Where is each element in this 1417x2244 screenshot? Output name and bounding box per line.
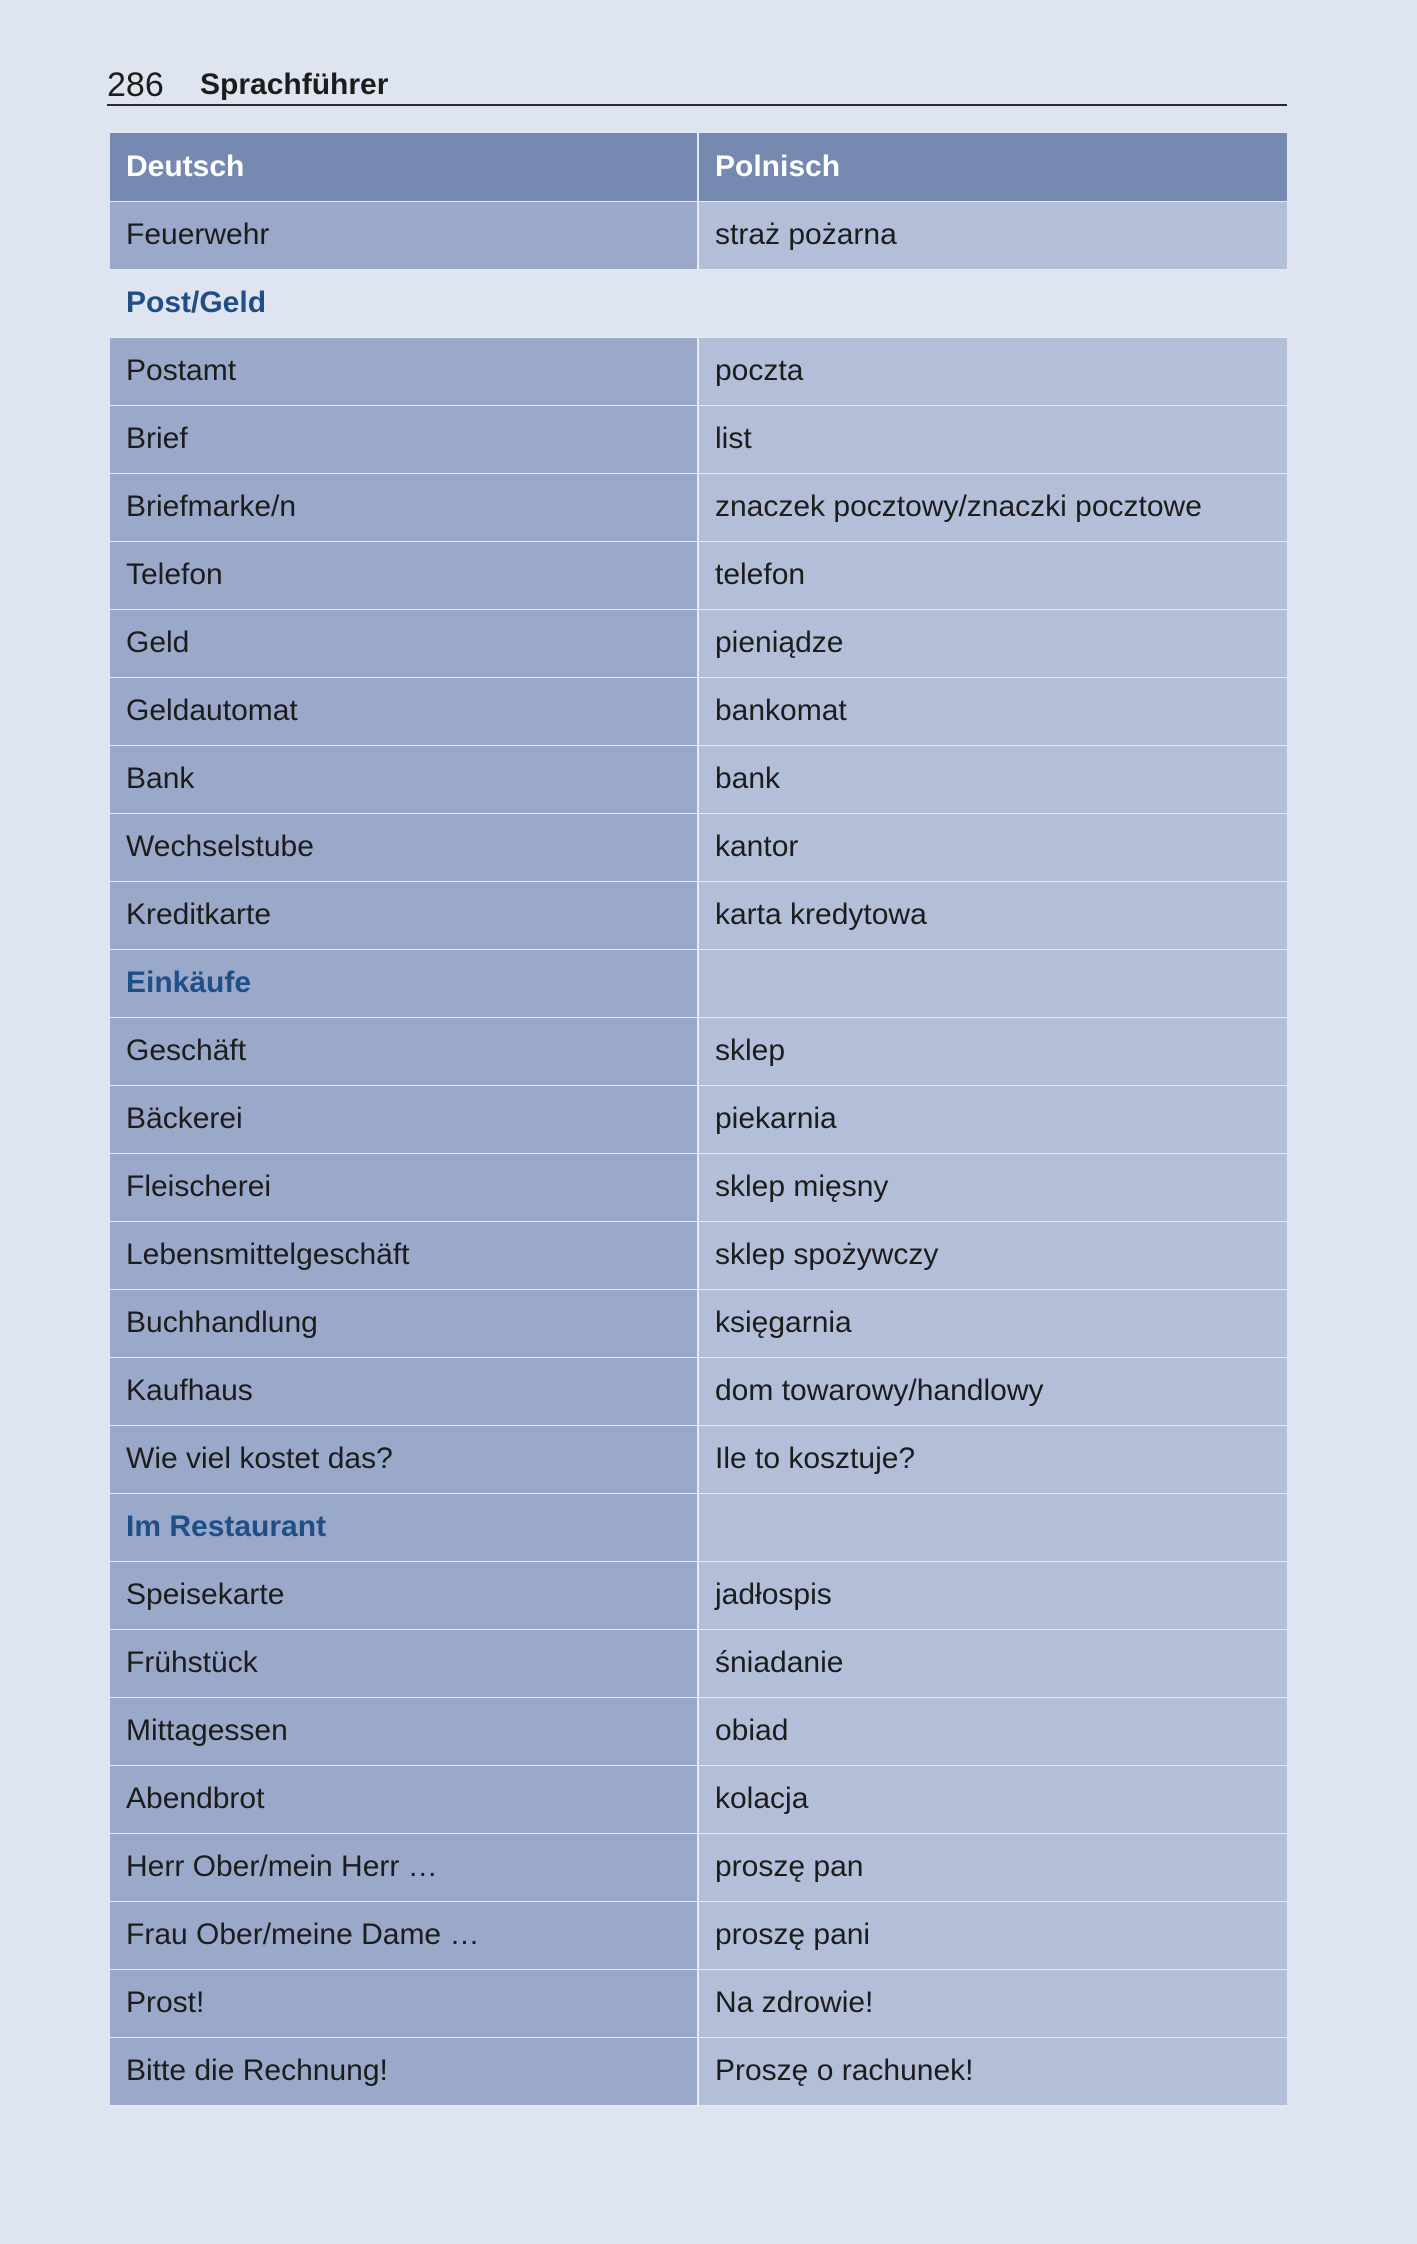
cell-polnisch: znaczek pocztowy/znaczki pocztowe xyxy=(698,473,1287,541)
cell-deutsch: Postamt xyxy=(110,337,698,405)
section-heading-empty-cell xyxy=(698,269,1287,337)
table-row xyxy=(110,1289,1287,1357)
cell-polnisch: piekarnia xyxy=(698,1085,1287,1153)
section-heading: Einkäufe xyxy=(110,949,698,1017)
cell-deutsch: Telefon xyxy=(110,541,698,609)
table-row xyxy=(110,1153,1287,1221)
cell-polnisch: sklep xyxy=(698,1017,1287,1085)
cell-polnisch: kantor xyxy=(698,813,1287,881)
cell-deutsch: Herr Ober/mein Herr … xyxy=(110,1833,698,1901)
table-row xyxy=(110,1221,1287,1289)
table-row xyxy=(110,541,1287,609)
cell-polnisch: sklep mięsny xyxy=(698,1153,1287,1221)
cell-polnisch: proszę pani xyxy=(698,1901,1287,1969)
cell-deutsch: Feuerwehr xyxy=(110,201,698,269)
table-row xyxy=(110,1357,1287,1425)
table-row xyxy=(110,1969,1287,2037)
cell-deutsch: Prost! xyxy=(110,1969,698,2037)
page-header xyxy=(107,64,1287,106)
table-row xyxy=(110,609,1287,677)
cell-deutsch: Abendbrot xyxy=(110,1765,698,1833)
cell-polnisch: bankomat xyxy=(698,677,1287,745)
cell-deutsch: Briefmarke/n xyxy=(110,473,698,541)
table-row xyxy=(110,1425,1287,1493)
cell-polnisch: śniadanie xyxy=(698,1629,1287,1697)
cell-deutsch: Kreditkarte xyxy=(110,881,698,949)
cell-deutsch: Bank xyxy=(110,745,698,813)
cell-polnisch: dom towarowy/handlowy xyxy=(698,1357,1287,1425)
table-row xyxy=(110,473,1287,541)
cell-deutsch: Kaufhaus xyxy=(110,1357,698,1425)
table-row xyxy=(110,1833,1287,1901)
cell-polnisch: Ile to kosztuje? xyxy=(698,1425,1287,1493)
table-row xyxy=(110,1629,1287,1697)
vocabulary-table xyxy=(110,133,1287,2106)
cell-polnisch: pieniądze xyxy=(698,609,1287,677)
cell-polnisch: księgarnia xyxy=(698,1289,1287,1357)
section-heading-empty-cell xyxy=(698,1493,1287,1561)
page-section-title: Sprachführer xyxy=(200,68,389,101)
cell-polnisch: bank xyxy=(698,745,1287,813)
cell-deutsch: Geld xyxy=(110,609,698,677)
table-row xyxy=(110,337,1287,405)
table-row xyxy=(110,1561,1287,1629)
section-heading-row xyxy=(110,1493,1287,1561)
cell-polnisch: list xyxy=(698,405,1287,473)
table-body xyxy=(110,201,1287,2105)
table-header-row xyxy=(110,133,1287,201)
cell-polnisch: sklep spożywczy xyxy=(698,1221,1287,1289)
cell-polnisch: proszę pan xyxy=(698,1833,1287,1901)
cell-polnisch: kolacja xyxy=(698,1765,1287,1833)
cell-polnisch: straż pożarna xyxy=(698,201,1287,269)
table-row xyxy=(110,1765,1287,1833)
section-heading: Im Restaurant xyxy=(110,1493,698,1561)
cell-deutsch: Brief xyxy=(110,405,698,473)
cell-deutsch: Speisekarte xyxy=(110,1561,698,1629)
cell-deutsch: Wechselstube xyxy=(110,813,698,881)
table-row xyxy=(110,405,1287,473)
cell-deutsch: Mittagessen xyxy=(110,1697,698,1765)
table-row xyxy=(110,677,1287,745)
cell-polnisch: jadłospis xyxy=(698,1561,1287,1629)
cell-deutsch: Geschäft xyxy=(110,1017,698,1085)
cell-polnisch: Na zdrowie! xyxy=(698,1969,1287,2037)
section-heading-empty-cell xyxy=(698,949,1287,1017)
cell-deutsch: Frau Ober/meine Dame … xyxy=(110,1901,698,1969)
table-row xyxy=(110,2037,1287,2105)
table-row xyxy=(110,1017,1287,1085)
cell-polnisch: poczta xyxy=(698,337,1287,405)
column-header-deutsch: Deutsch xyxy=(110,133,698,201)
cell-polnisch: Proszę o rachunek! xyxy=(698,2037,1287,2105)
section-heading: Post/Geld xyxy=(110,269,698,337)
cell-deutsch: Geldautomat xyxy=(110,677,698,745)
column-header-polnisch: Polnisch xyxy=(698,133,1287,201)
table-header xyxy=(110,133,1287,201)
cell-polnisch: telefon xyxy=(698,541,1287,609)
cell-deutsch: Lebensmittelgeschäft xyxy=(110,1221,698,1289)
table-row xyxy=(110,881,1287,949)
cell-polnisch: karta kredytowa xyxy=(698,881,1287,949)
cell-deutsch: Bäckerei xyxy=(110,1085,698,1153)
table-row xyxy=(110,813,1287,881)
cell-deutsch: Buchhandlung xyxy=(110,1289,698,1357)
cell-polnisch: obiad xyxy=(698,1697,1287,1765)
cell-deutsch: Frühstück xyxy=(110,1629,698,1697)
table-row xyxy=(110,745,1287,813)
table-row xyxy=(110,1697,1287,1765)
cell-deutsch: Fleischerei xyxy=(110,1153,698,1221)
table-row xyxy=(110,201,1287,269)
page-number: 286 xyxy=(107,66,164,104)
table-row xyxy=(110,1901,1287,1969)
section-heading-row xyxy=(110,269,1287,337)
cell-deutsch: Wie viel kostet das? xyxy=(110,1425,698,1493)
table-row xyxy=(110,1085,1287,1153)
cell-deutsch: Bitte die Rechnung! xyxy=(110,2037,698,2105)
section-heading-row xyxy=(110,949,1287,1017)
